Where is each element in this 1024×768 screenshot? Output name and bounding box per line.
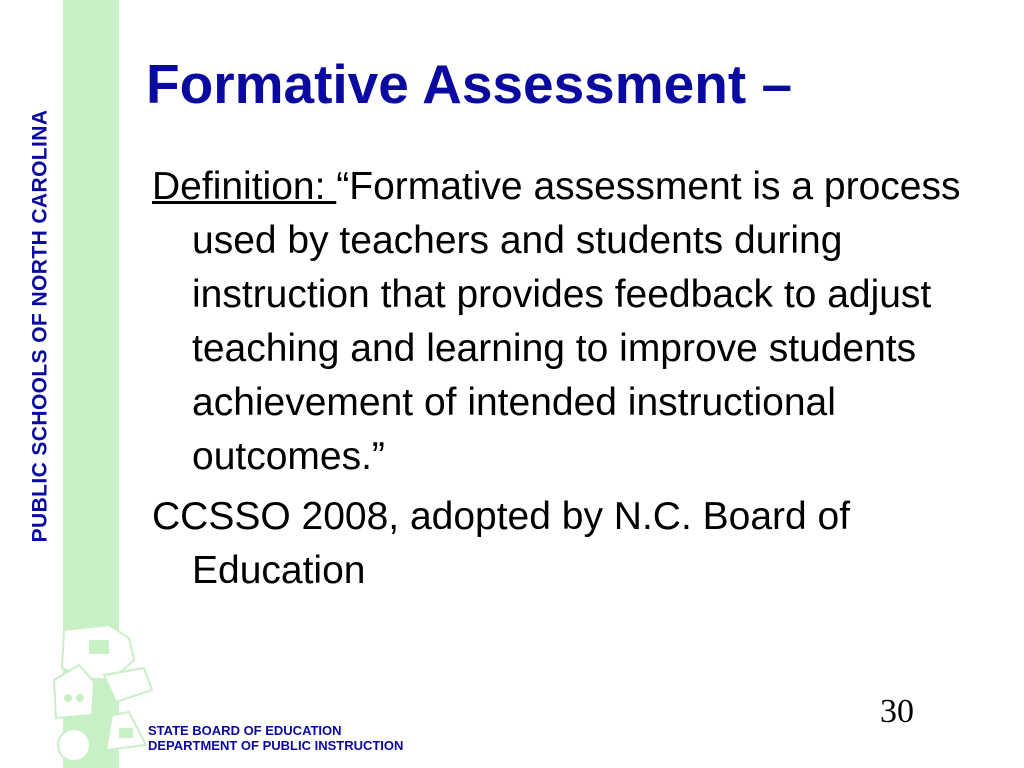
page-title: Formative Assessment – (146, 53, 793, 115)
definition-text: “Formative assessment is a process used by teachers and students during instruction that provides feedback to adjust teaching and learning to improve students achievement of intended instructional outcomes.” (192, 165, 961, 478)
footer-line-1: STATE BOARD OF EDUCATION (148, 723, 342, 738)
nc-education-logo-icon (34, 620, 164, 768)
definition-paragraph (152, 160, 982, 484)
sidebar-vertical-label (18, 26, 62, 626)
slide-body (152, 160, 982, 604)
definition-term: Definition: (152, 165, 337, 208)
sidebar-vertical-text: PUBLIC SCHOOLS OF NORTH CAROLINA (28, 109, 52, 543)
footer (148, 723, 403, 753)
source-paragraph: CCSSO 2008, adopted by N.C. Board of Education (152, 495, 851, 592)
page-number: 30 (880, 693, 914, 730)
footer-line-2: DEPARTMENT OF PUBLIC INSTRUCTION (148, 738, 404, 753)
